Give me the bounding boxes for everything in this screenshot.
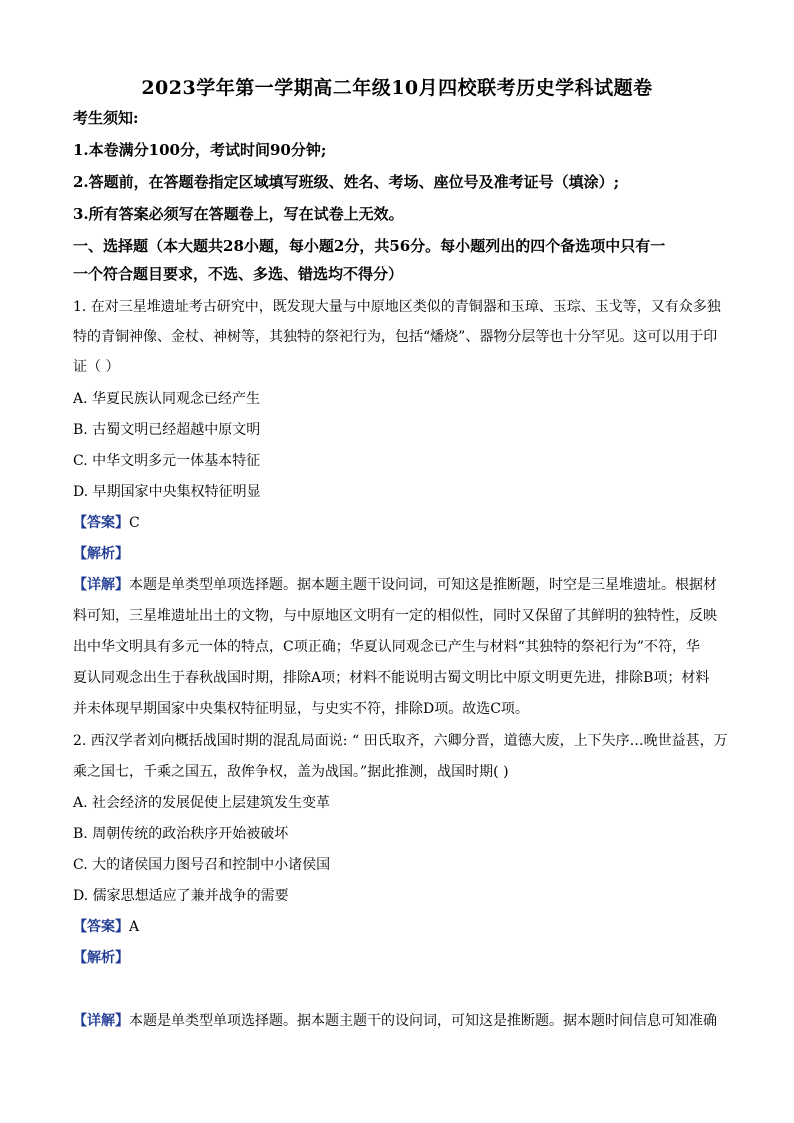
analysis-label: 【解析】 <box>73 546 129 562</box>
question-1-stem: 特的青铜神像、金杖、神树等，其独特的祭祀行为，包括“燔烧”、器物分层等也十分罕见。这可以用于印 <box>73 329 718 345</box>
answer-value: A <box>129 919 140 935</box>
question-1-option-d: D. 早期国家中央集权特征明显 <box>73 484 261 500</box>
question-1-detail: 出中华文明具有多元一体的特点，C项正确；华夏认同观念已产生与材料“其独特的祭祀行为”不符，华 <box>73 639 701 655</box>
detail-text: 本题是单类型单项选择题。据本题主题干的设问词，可知这是推断题。据本题时间信息可知准确 <box>129 1013 717 1029</box>
question-1-answer <box>73 514 723 532</box>
notice-heading: 考生须知: <box>73 109 139 127</box>
question-1-option-a: A. 华夏民族认同观念已经产生 <box>73 391 261 407</box>
question-2-stem: 乘之国七，千乘之国五，敌侔争权，盖为战国。”据此推测，战国时期( ) <box>73 764 509 780</box>
question-1-stem: 证（ ） <box>73 359 120 375</box>
question-2-answer <box>73 918 723 936</box>
question-1-analysis <box>73 545 723 563</box>
notice-item: 2.答题前，在答题卷指定区域填写班级、姓名、考场、座位号及准考证号（填涂）; <box>73 173 620 191</box>
answer-label: 【答案】 <box>73 919 129 935</box>
section-heading: 一、选择题（本大题共28小题，每小题2分，共56分。每小题列出的四个备选项中只有一 <box>73 237 666 255</box>
question-2-option-b: B. 周朝传统的政治秩序开始被破坏 <box>73 826 289 842</box>
question-1-detail <box>73 576 723 594</box>
detail-label: 【详解】 <box>73 1013 129 1029</box>
question-2-option-d: D. 儒家思想适应了兼并战争的需要 <box>73 888 289 904</box>
question-2-analysis <box>73 949 723 967</box>
question-2-stem: 2. 西汉学者刘向概括战国时期的混乱局面说: “ 田氏取齐，六卿分晋，道德大废，上下失序…晚世益甚，万 <box>73 733 728 749</box>
question-1-detail: 夏认同观念出生于春秋战国时期，排除A项；材料不能说明古蜀文明比中原文明更先进，排除B项；材料 <box>73 670 710 686</box>
answer-label: 【答案】 <box>73 515 129 531</box>
question-1-option-c: C. 中华文明多元一体基本特征 <box>73 453 261 469</box>
answer-value: C <box>129 515 140 531</box>
question-2-detail <box>73 1012 723 1030</box>
detail-text: 本题是单类型单项选择题。据本题主题干设问词，可知这是推断题，时空是三星堆遗址。根据材 <box>129 577 717 593</box>
section-heading: 一个符合题目要求，不选、多选、错选均不得分） <box>73 265 404 283</box>
notice-item: 1.本卷满分100分，考试时间90分钟; <box>73 141 327 159</box>
question-2-option-a: A. 社会经济的发展促使上层建筑发生变革 <box>73 795 331 811</box>
question-1-detail: 并未体现早期国家中央集权特征明显，与史实不符，排除D项。故选C项。 <box>73 701 529 717</box>
question-1-option-b: B. 古蜀文明已经超越中原文明 <box>73 422 261 438</box>
question-2-option-c: C. 大的诸侯国力图号召和控制中小诸侯国 <box>73 857 331 873</box>
page-title: 2023学年第一学期高二年级10月四校联考历史学科试题卷 <box>141 77 653 99</box>
detail-label: 【详解】 <box>73 577 129 593</box>
question-1-detail: 料可知，三星堆遗址出土的文物，与中原地区文明有一定的相似性，同时又保留了其鲜明的独特性，反映 <box>73 608 717 624</box>
analysis-label: 【解析】 <box>73 950 129 966</box>
question-1-stem: 1. 在对三星堆遗址考古研究中，既发现大量与中原地区类似的青铜器和玉璋、玉琮、玉戈等，又有众多独 <box>73 299 721 315</box>
notice-item: 3.所有答案必须写在答题卷上，写在试卷上无效。 <box>73 205 404 223</box>
